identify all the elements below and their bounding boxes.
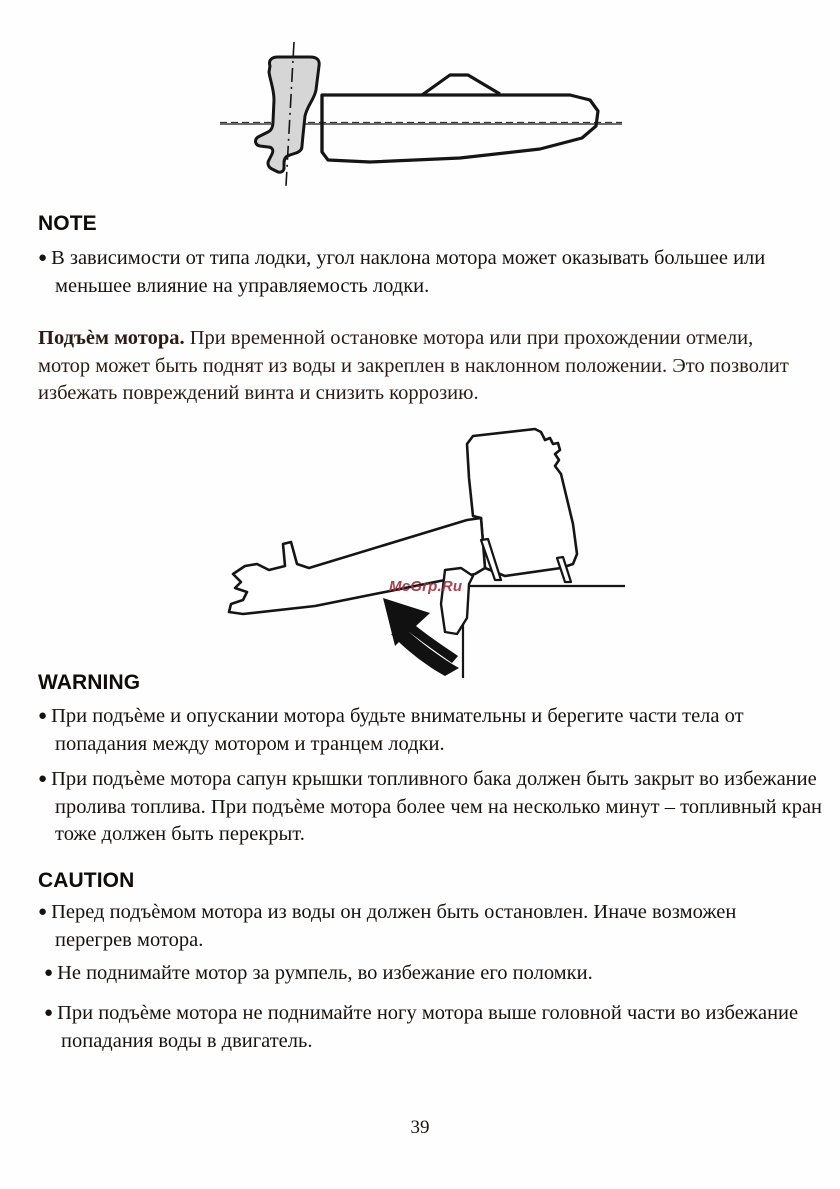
bullet-icon: ● xyxy=(44,965,54,981)
warning-paragraph-2-text: При подъѐме мотора сапун крышки топливного бака должен быть закрыт во избежание пролива топлива. При подъѐме мотора более чем на несколько минут – топливный кран тоже должен быть перекрыт. xyxy=(51,768,823,845)
heading-note: NOTE xyxy=(38,212,97,235)
note-bullet-paragraph xyxy=(38,245,807,300)
warning-bullet-paragraph-2 xyxy=(38,766,823,849)
caution-bullet-paragraph-1 xyxy=(38,899,807,954)
tilted-motor-illustration-svg xyxy=(205,418,635,680)
caution-paragraph-1-text: Перед подъѐмом мотора из воды он должен быть остановлен. Иначе возможен перегрев мотора. xyxy=(51,901,737,951)
caution-paragraph-3-text: При подъѐме мотора не поднимайте ногу мотора выше головной части во избежание попадания воды в двигатель. xyxy=(57,1002,799,1052)
caution-bullet-paragraph-3 xyxy=(44,1000,823,1055)
heading-warning: WARNING xyxy=(38,671,141,694)
warning-bullet-paragraph-1 xyxy=(38,703,815,758)
note-paragraph-text: В зависимости от типа лодки, угол наклона мотора может оказывать большее или меньшее влияние на управляемость лодки. xyxy=(51,247,766,297)
motor-lifting-paragraph-text: При временной остановке мотора или при прохождении отмели, мотор может быть поднят из воды и закреплен в наклонном положении. Это позволит избежать повреждений винта и снизить коррозию. xyxy=(38,327,789,404)
bullet-icon: ● xyxy=(44,1005,54,1021)
figure-motor-tilted-up xyxy=(0,418,840,680)
bullet-icon: ● xyxy=(38,904,48,920)
watermark-mcgrp-ru: McGrp.Ru xyxy=(389,578,463,595)
motor-lifting-paragraph xyxy=(38,325,800,408)
bullet-icon: ● xyxy=(38,771,48,787)
figure-boat-with-outboard-motor xyxy=(0,34,840,194)
page-number: 39 xyxy=(410,1117,430,1138)
boat-hull-outline xyxy=(322,95,598,162)
boat-windshield xyxy=(422,75,500,95)
caution-paragraph-2-text: Не поднимайте мотор за румпель, во избежание его поломки. xyxy=(57,962,593,984)
warning-paragraph-1-text: При подъѐме и опускании мотора будьте внимательны и берегите части тела от попадания между мотором и транцем лодки. xyxy=(51,705,744,755)
bullet-icon: ● xyxy=(38,708,48,724)
motor-lifting-lead-in: Подъѐм мотора. xyxy=(38,327,185,349)
bullet-icon: ● xyxy=(38,250,48,266)
heading-caution: CAUTION xyxy=(38,869,135,892)
boat-illustration-svg xyxy=(210,34,630,194)
caution-bullet-paragraph-2 xyxy=(44,960,813,988)
